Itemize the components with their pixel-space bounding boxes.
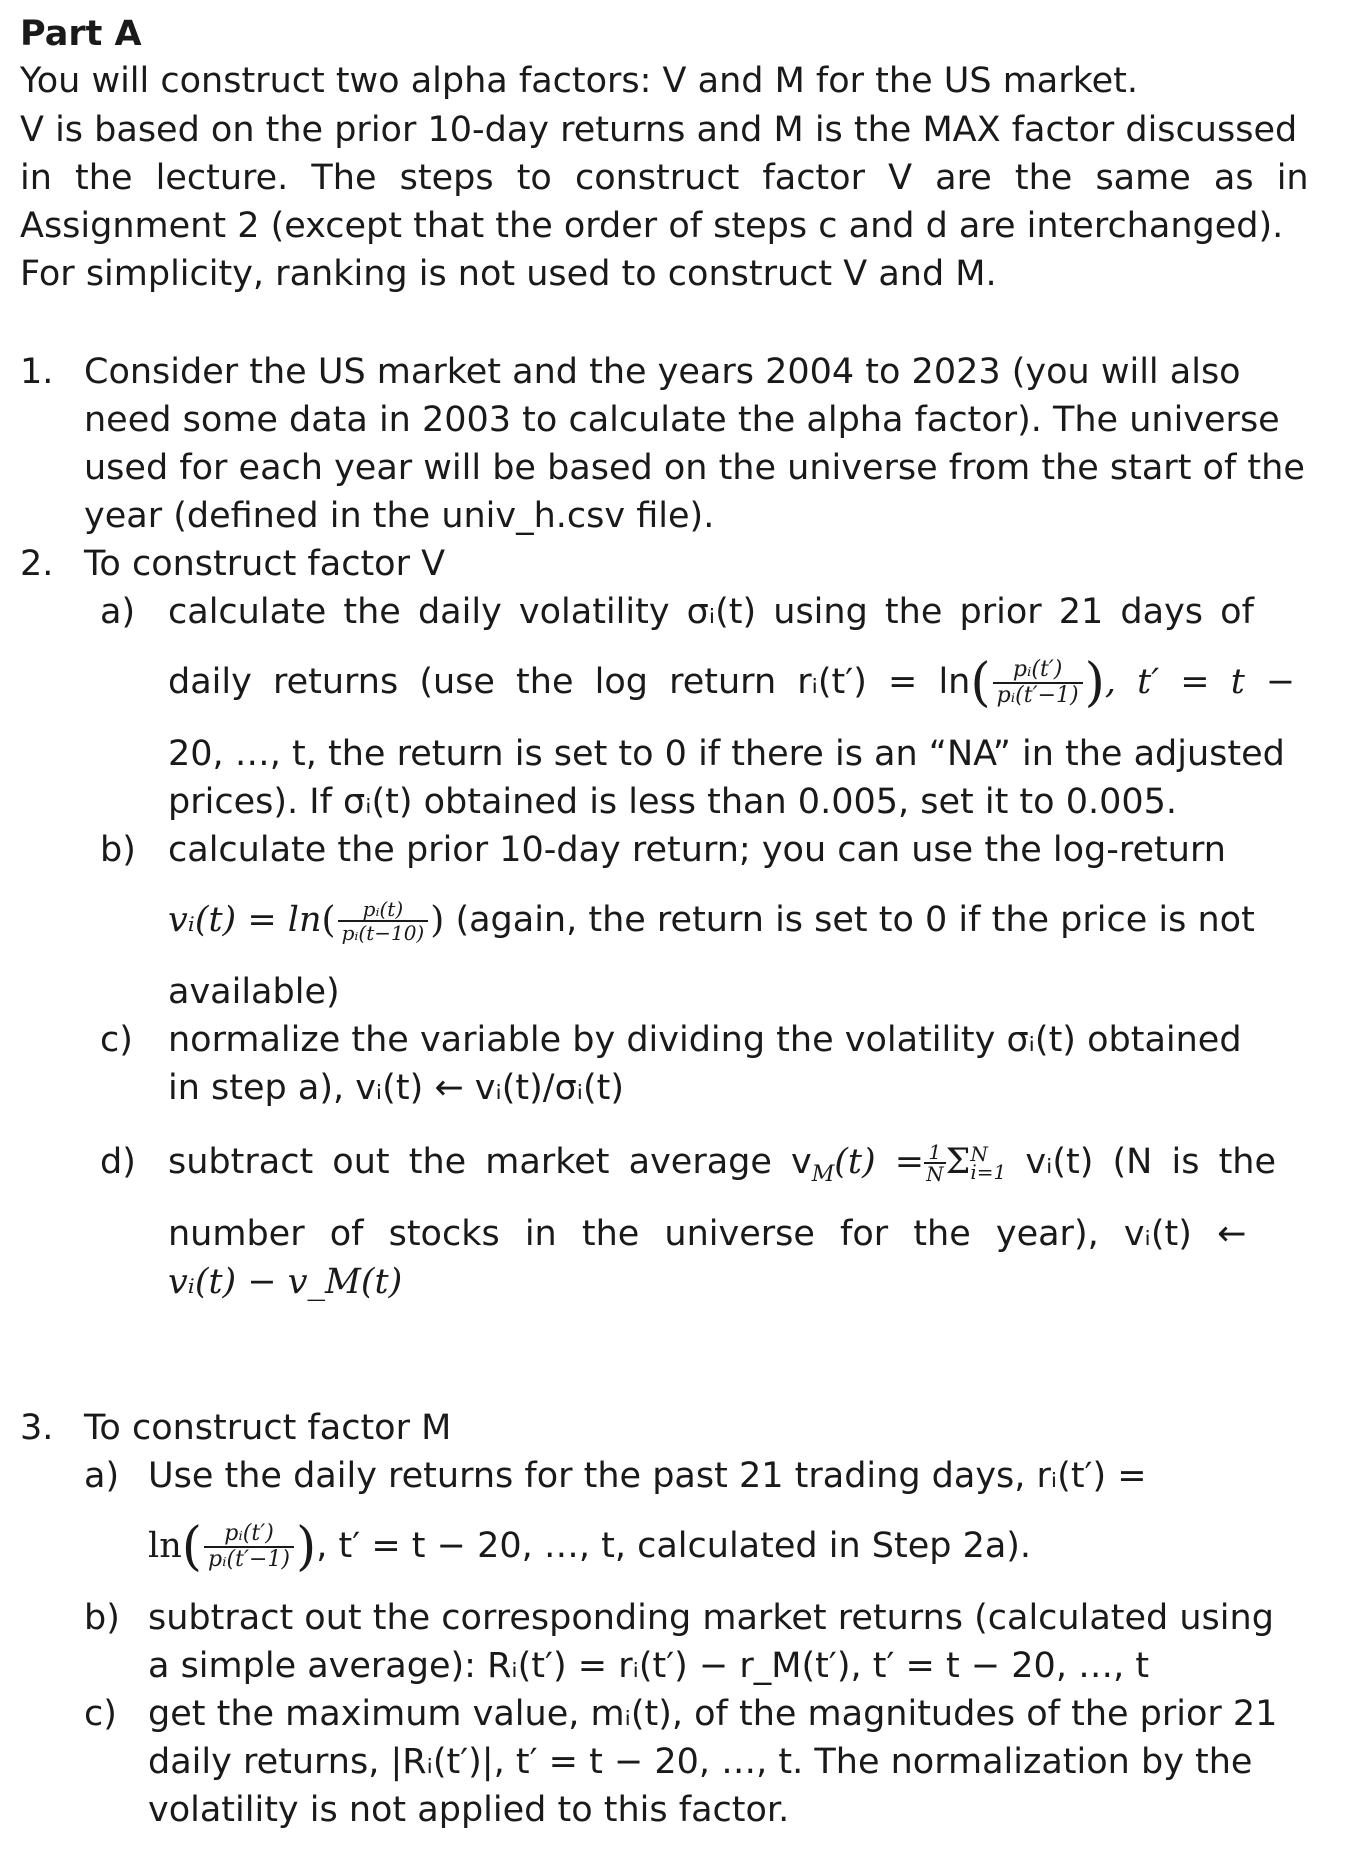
item-2c-line-2: in step a), vᵢ(t) ← vᵢ(t)/σᵢ(t)	[168, 1068, 625, 1108]
price-ratio-fraction	[204, 1522, 294, 1572]
item-2a-line-2-tail: , t′ = t −	[1104, 662, 1296, 702]
item-3a-label: a)	[84, 1456, 120, 1496]
right-paren: )	[1084, 653, 1105, 713]
item-3c-line-3: volatility is not applied to this factor.	[148, 1790, 790, 1830]
item-3a-line-2-tail: , t′ = t − 20, …, t, calculated in Step 2a).	[316, 1526, 1032, 1566]
item-2-number: 2.	[20, 544, 54, 584]
item-2b-label: b)	[100, 830, 136, 870]
item-2b-line-1: calculate the prior 10-day return; you can use the log-return	[168, 830, 1226, 870]
fraction-numerator: pᵢ(t)	[338, 898, 429, 922]
fraction-denominator: N	[926, 1162, 944, 1186]
item-2b-lhs: vᵢ(t) = ln	[168, 900, 322, 940]
left-paren: (	[970, 653, 991, 713]
item-1-line-2: need some data in 2003 to calculate the alpha factor). The universe	[84, 400, 1280, 440]
item-2d-line-2: number of stocks in the universe for the year), vᵢ(t) ←	[168, 1214, 1247, 1254]
item-2c-line-1: normalize the variable by dividing the volatility σᵢ(t) obtained	[168, 1020, 1242, 1060]
item-2d-line-1	[168, 1138, 1276, 1199]
market-subscript: M	[811, 1162, 835, 1187]
sum-symbol: Σ	[945, 1142, 971, 1182]
fraction-denominator: pᵢ(t′−1)	[996, 683, 1079, 708]
right-paren: )	[296, 1517, 317, 1577]
item-2b-line-2	[168, 896, 1255, 945]
item-2d-line-1-mid: (t) =	[834, 1142, 925, 1182]
intro-line-1: You will construct two alpha factors: V and M for the US market.	[20, 61, 1139, 101]
ten-day-ratio-fraction	[338, 898, 429, 944]
item-3-number: 3.	[20, 1408, 54, 1448]
item-1-number: 1.	[20, 352, 54, 392]
item-1-line-4: year (defined in the univ_h.csv file).	[84, 496, 715, 536]
item-2c-label: c)	[100, 1020, 133, 1060]
ln-symbol: ln	[148, 1526, 182, 1566]
item-3c-label: c)	[84, 1694, 117, 1734]
item-2a-line-4: prices). If σᵢ(t) obtained is less than 0.005, set it to 0.005.	[168, 782, 1178, 822]
left-paren: (	[321, 900, 336, 941]
item-2a-line-2-text: daily returns (use the log return rᵢ(t′) = ln	[168, 662, 971, 702]
sum-lower-limit: i=1	[970, 1160, 1007, 1184]
item-2d-line-1-tail: vᵢ(t) (N is the	[1025, 1142, 1277, 1182]
item-3b-label: b)	[84, 1598, 120, 1638]
item-3b-line-1: subtract out the corresponding market returns (calculated using	[148, 1598, 1274, 1638]
item-2b-line-2-tail: (again, the return is set to 0 if the price is not	[455, 900, 1255, 940]
fraction-denominator: pᵢ(t−10)	[341, 921, 425, 945]
one-over-n-fraction	[924, 1142, 946, 1184]
item-1-line-3: used for each year will be based on the universe from the start of the	[84, 448, 1305, 488]
fraction-numerator: pᵢ(t′)	[993, 658, 1083, 684]
price-ratio-fraction	[993, 658, 1083, 708]
sum-limits	[970, 1142, 1007, 1184]
fraction-numerator: pᵢ(t′)	[204, 1522, 294, 1548]
item-2a-line-2	[168, 653, 1296, 713]
item-3-title: To construct factor M	[84, 1408, 452, 1448]
item-3a-line-2	[148, 1517, 1032, 1577]
item-2a-line-1: calculate the daily volatility σᵢ(t) using the prior 21 days of	[168, 592, 1254, 632]
item-2d-line-3: vᵢ(t) − v_M(t)	[168, 1262, 403, 1302]
fraction-numerator: 1	[924, 1142, 946, 1164]
item-3a-line-1: Use the daily returns for the past 21 trading days, rᵢ(t′) =	[148, 1456, 1147, 1496]
item-3b-line-2: a simple average): Rᵢ(t′) = rᵢ(t′) − r_M(t′), t′ = t − 20, …, t	[148, 1646, 1150, 1686]
fraction-denominator: pᵢ(t′−1)	[208, 1547, 290, 1572]
intro-line-2-text: V is based on the prior 10-day returns and M is the MAX factor discussed	[20, 110, 1298, 150]
sum-upper-limit: N	[970, 1142, 988, 1166]
item-3c-line-1: get the maximum value, mᵢ(t), of the magnitudes of the prior 21	[148, 1694, 1278, 1734]
item-2a-label: a)	[100, 592, 136, 632]
item-2d-label: d)	[100, 1142, 136, 1182]
intro-line-3: in the lecture. The steps to construct factor V are the same as in	[20, 158, 1309, 198]
item-3c-line-2: daily returns, |Rᵢ(t′)|, t′ = t − 20, …, t. The normalization by the	[148, 1742, 1253, 1782]
item-1-line-1: Consider the US market and the years 2004 to 2023 (you will also	[84, 352, 1241, 392]
item-2-title: To construct factor V	[84, 544, 446, 584]
intro-line-4: Assignment 2 (except that the order of steps c and d are interchanged).	[20, 206, 1284, 246]
part-a-title: Part A	[20, 14, 142, 54]
item-2a-line-3: 20, …, t, the return is set to 0 if there is an “NA” in the adjusted	[168, 734, 1285, 774]
intro-line-2	[20, 106, 1305, 154]
intro-line-5: For simplicity, ranking is not used to construct V and M.	[20, 254, 997, 294]
item-2b-line-3: available)	[168, 972, 340, 1012]
right-paren: )	[430, 900, 445, 941]
left-paren: (	[181, 1517, 203, 1577]
item-2d-line-1-text: subtract out the market average v	[168, 1142, 812, 1182]
